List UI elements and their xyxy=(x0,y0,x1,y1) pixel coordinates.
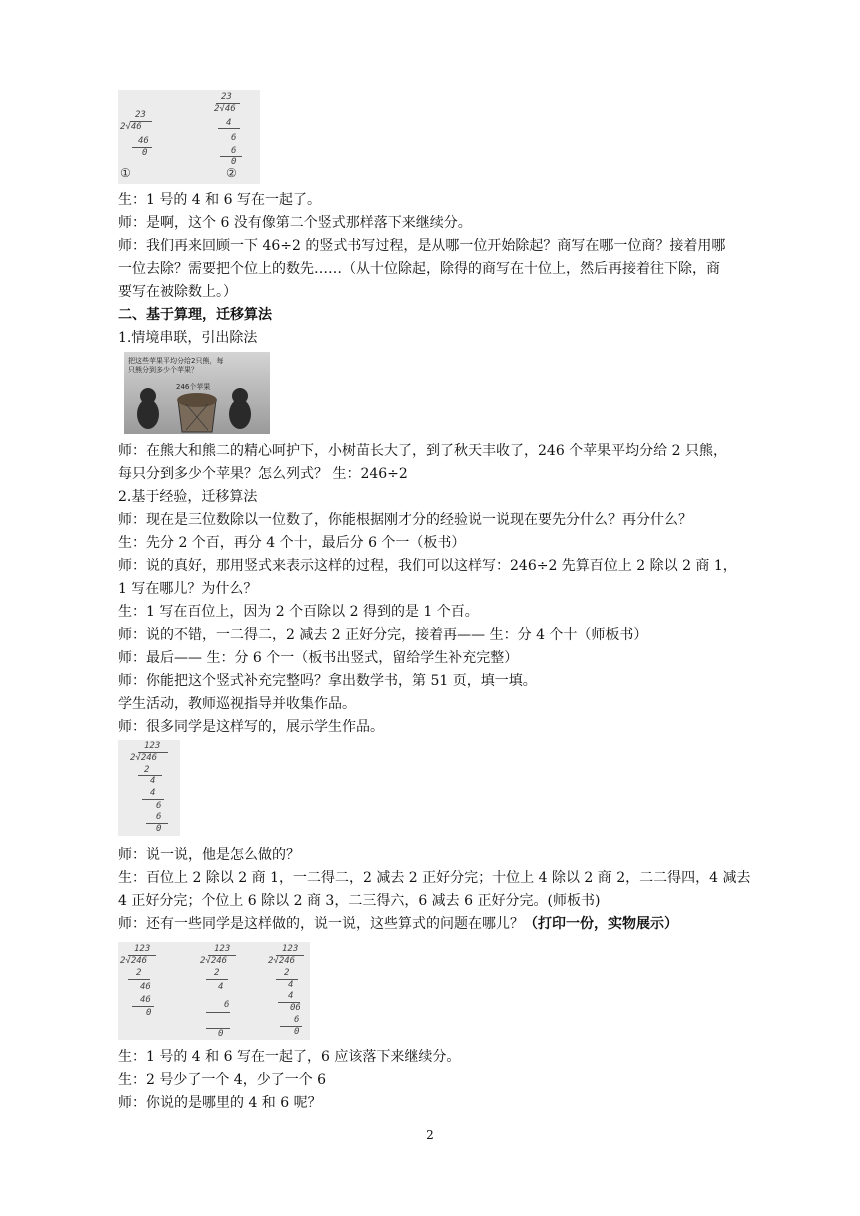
subsection-heading: 2.基于经验，迁移算法 xyxy=(118,489,258,505)
fig1-step: 46 xyxy=(138,136,149,146)
text-line: 师：现在是三位数除以一位数了，你能根据刚才分的经验说一说现在要先分什么？再分什么？ xyxy=(118,512,692,528)
fig2-line1 xyxy=(218,128,240,129)
fig2-step3: 6 xyxy=(231,146,237,156)
text-line: 师：最后—— 生：分 6 个一（板书出竖式，留给学生补充完整） xyxy=(118,650,519,666)
work-step: 6 xyxy=(156,801,162,811)
wb-line xyxy=(206,979,228,980)
text-line: 一位去除？需要把个位上的数先……（从十位除起，除得的商写在十位上，然后再接着往下除，商 xyxy=(118,261,720,277)
text-line: 师：说的真好，那用竖式来表示这样的过程，我们可以这样写：246÷2 先算百位上 2 除以 2 商 1， xyxy=(118,558,737,574)
work-step: 4 xyxy=(150,788,156,798)
wa-step: 46 xyxy=(140,995,151,1005)
text-line: 生：百位上 2 除以 2 商 1，一二得二，2 减去 2 正好分完；十位上 4 除以 2 商 2，二二得四，4 减去 xyxy=(118,870,751,886)
bold-note: （打印一份，实物展示） xyxy=(524,916,678,932)
work-step: 2 xyxy=(144,765,150,775)
work-line xyxy=(142,799,164,800)
student-work-figure xyxy=(118,740,180,836)
text-line: 4 正好分完；个位上 6 除以 2 商 3，二三得六，6 减去 6 正好分完。(师板书) xyxy=(118,893,601,909)
work-step: 6 xyxy=(156,812,162,822)
text-line: 生：先分 2 个百，再分 4 个十，最后分 6 个一（板书） xyxy=(118,535,466,551)
text-line: 生：1 号的 4 和 6 写在一起了。 xyxy=(118,192,321,208)
question-text: 师：还有一些同学是这样做的，说一说，这些算式的问题在哪儿？ xyxy=(118,916,524,932)
bears-illustration xyxy=(124,352,270,434)
wc-remainder: 0 xyxy=(294,1027,300,1037)
wc-step: 2 xyxy=(284,968,290,978)
fig1-label: ① xyxy=(120,166,131,180)
wc-step: 06 xyxy=(290,1003,301,1013)
scene-apples-label: 246个苹果 xyxy=(176,383,211,391)
work-dividend: 2√246 xyxy=(130,753,158,763)
text-line: 师：你说的是哪里的 4 和 6 呢？ xyxy=(118,1095,322,1111)
subsection-heading: 1.情境串联，引出除法 xyxy=(118,330,258,346)
text-line: 师：在熊大和熊二的精心呵护下，小树苗长大了，到了秋天丰收了，246 个苹果平均分给 2 只熊， xyxy=(118,443,727,459)
wb-dividend: 2√246 xyxy=(200,956,228,966)
work-quotient: 123 xyxy=(144,741,161,751)
fig1-dividend: 2√46 xyxy=(120,122,142,132)
wa-remainder: 0 xyxy=(146,1008,152,1018)
fig2-step1: 4 xyxy=(226,118,232,128)
wb-step: 6 xyxy=(224,1000,230,1010)
wa-step: 2 xyxy=(136,968,142,978)
wc-step: 4 xyxy=(288,980,294,990)
fig1-remainder: 0 xyxy=(142,148,148,158)
wc-step: 6 xyxy=(294,1015,300,1025)
text-line: 生：1 号的 4 和 6 写在一起了，6 应该落下来继续分。 xyxy=(118,1049,461,1065)
wc-step: 4 xyxy=(288,991,294,1001)
text-line: 生：1 写在百位上，因为 2 个百除以 2 得到的是 1 个百。 xyxy=(118,604,479,620)
wc-dividend: 2√246 xyxy=(268,956,296,966)
text-line: 师：我们再来回顾一下 46÷2 的竖式书写过程，是从哪一位开始除起？商写在哪一位商？接着用哪 xyxy=(118,238,726,254)
wb-quotient: 123 xyxy=(214,944,231,954)
wb-step: 4 xyxy=(218,982,224,992)
wa-step: 46 xyxy=(140,982,151,992)
bears-apples-image xyxy=(124,352,270,434)
fig1-quotient: 23 xyxy=(135,110,146,120)
three-works-figure xyxy=(118,942,310,1040)
wa-line xyxy=(132,1006,154,1007)
text-line: 师：很多同学是这样写的，展示学生作品。 xyxy=(118,719,384,735)
work-remainder: 0 xyxy=(156,824,162,834)
wb-step: 2 xyxy=(214,968,220,978)
text-line: 师：是啊，这个 6 没有像第二个竖式那样落下来继续分。 xyxy=(118,215,472,231)
text-line: 生：2 号少了一个 4，少了一个 6 xyxy=(118,1072,327,1088)
text-line: 师：说一说，他是怎么做的？ xyxy=(118,847,300,863)
section-heading: 二、基于算理，迁移算法 xyxy=(118,307,272,323)
wa-dividend: 2√246 xyxy=(120,956,148,966)
fig2-dividend: 2√46 xyxy=(214,104,236,114)
fig2-remainder: 0 xyxy=(231,157,237,167)
text-line: 师：你能把这个竖式补充完整吗？拿出数学书，第 51 页，填一填。 xyxy=(118,673,537,689)
wa-line xyxy=(128,979,150,980)
top-division-figure xyxy=(118,90,260,184)
fig2-label: ② xyxy=(226,166,237,180)
wb-remainder: 0 xyxy=(218,1029,224,1039)
wc-quotient: 123 xyxy=(282,944,299,954)
text-line: 每只分到多少个苹果？怎么列式？ 生：246÷2 xyxy=(118,466,408,482)
text-line: 师：说的不错，一二得二，2 减去 2 正好分完，接着再—— 生：分 4 个十（师板书） xyxy=(118,627,648,643)
text-line xyxy=(118,913,778,935)
page-number: 2 xyxy=(426,1128,434,1142)
wb-line xyxy=(206,1012,230,1013)
fig2-step2: 6 xyxy=(231,133,237,143)
text-line: 1 写在哪儿？为什么？ xyxy=(118,581,258,597)
fig2-quotient: 23 xyxy=(221,92,232,102)
scene-bubble-text: 把这些苹果平均分给2只熊，每只熊分到多少个苹果？ xyxy=(128,357,224,374)
work-step: 4 xyxy=(150,776,156,786)
wa-quotient: 123 xyxy=(134,944,151,954)
text-line: 学生活动，教师巡视指导并收集作品。 xyxy=(118,696,356,712)
text-line: 要写在被除数上。） xyxy=(118,284,237,300)
wc-line xyxy=(276,979,298,980)
